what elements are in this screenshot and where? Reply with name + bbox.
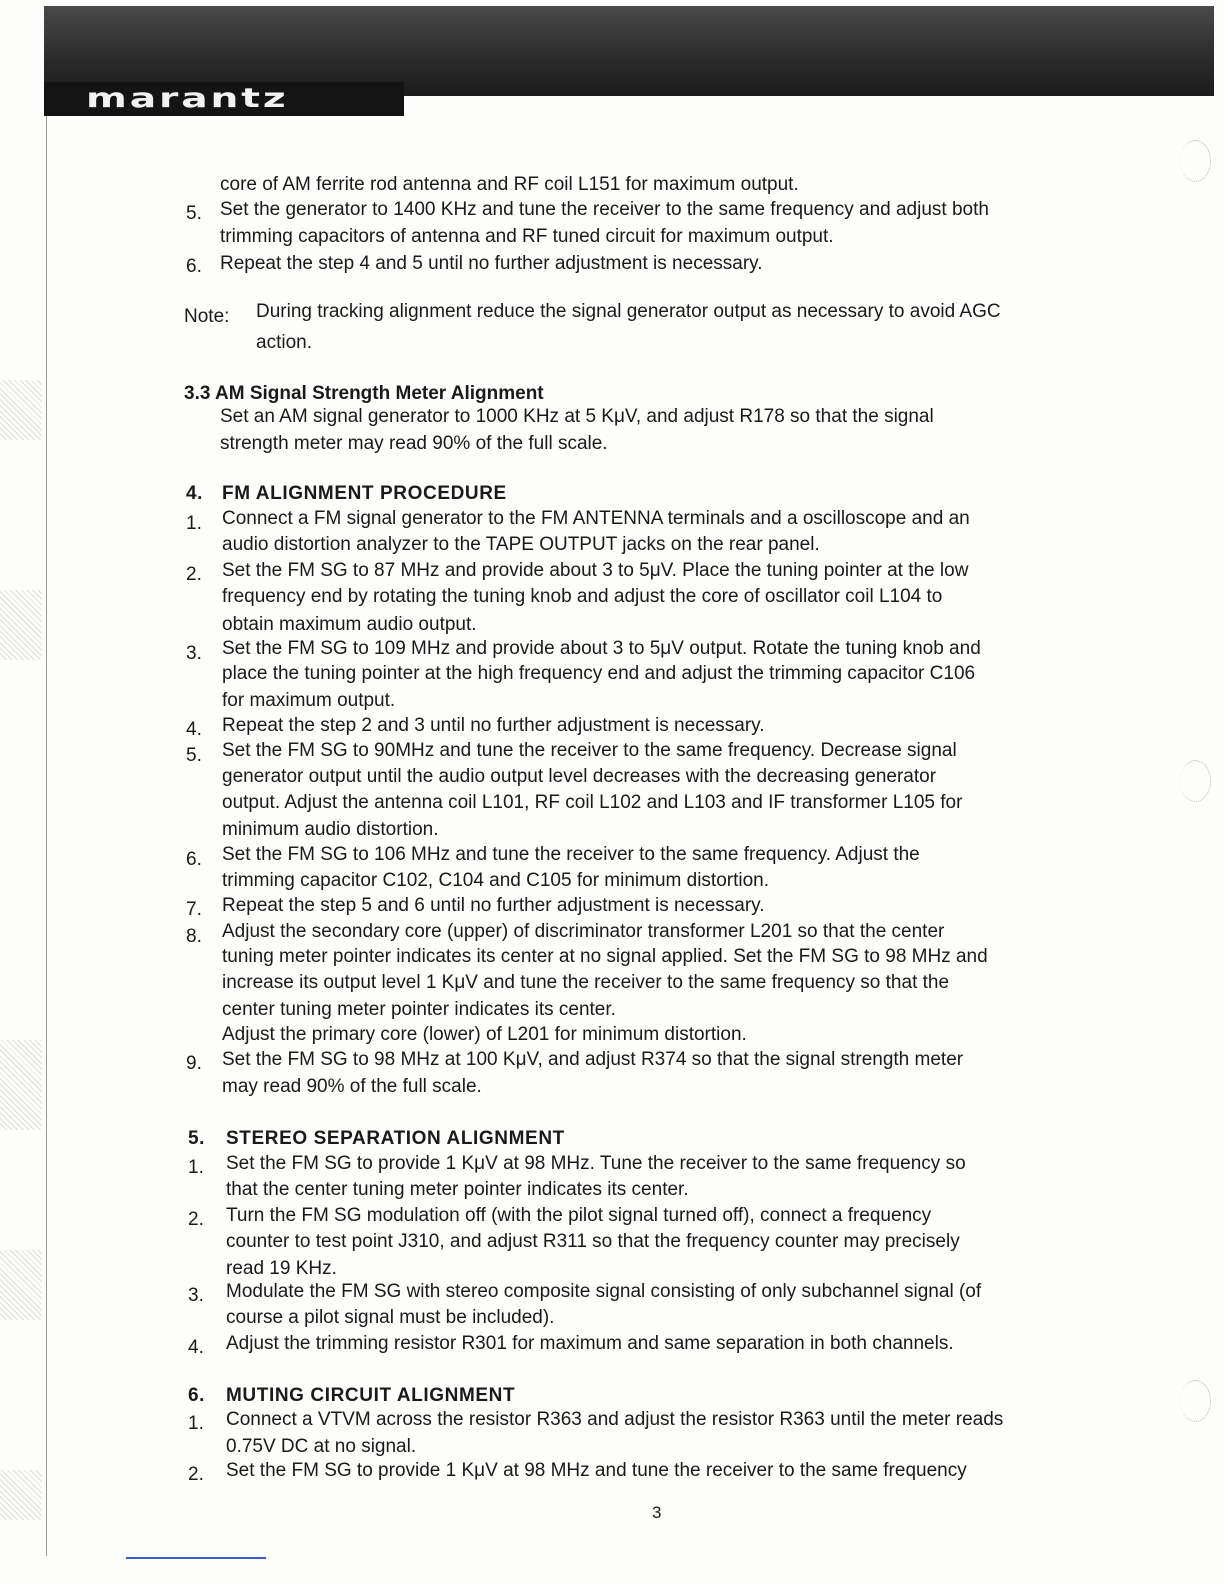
section-number: 6.: [188, 1385, 206, 1406]
list-item-line: Repeat the step 2 and 3 until no further adjustment is necessary.: [222, 715, 765, 736]
list-number: 4.: [186, 719, 202, 740]
list-item-line: Adjust the secondary core (upper) of discriminator transformer L201 so that the center: [222, 921, 945, 942]
list-item-line: Repeat the step 5 and 6 until no further adjustment is necessary.: [222, 895, 765, 916]
list-item-line: Set the generator to 1400 KHz and tune the receiver to the same frequency and adjust both: [220, 199, 989, 220]
list-item-line: Connect a FM signal generator to the FM ANTENNA terminals and a oscilloscope and an: [222, 508, 970, 529]
page-number: 3: [652, 1503, 662, 1522]
list-item-line: audio distortion analyzer to the TAPE OUTPUT jacks on the rear panel.: [222, 534, 820, 555]
list-item-line: Set the FM SG to 90MHz and tune the receiver to the same frequency. Decrease signal: [222, 740, 957, 761]
note-line: action.: [256, 332, 312, 353]
list-item-line: minimum audio distortion.: [222, 819, 439, 840]
paragraph-line: Set an AM signal generator to 1000 KHz at 5 KμV, and adjust R178 so that the signal: [220, 406, 934, 427]
list-item-line: Turn the FM SG modulation off (with the pilot signal turned off), connect a frequency: [226, 1205, 932, 1226]
section-title: MUTING CIRCUIT ALIGNMENT: [226, 1385, 516, 1406]
list-item-line: Set the FM SG to 98 MHz at 100 KμV, and adjust R374 so that the signal strength meter: [222, 1049, 964, 1070]
list-item-line: Adjust the trimming resistor R301 for maximum and same separation in both channels.: [226, 1333, 954, 1354]
list-item-line: Connect a VTVM across the resistor R363 and adjust the resistor R363 until the meter reads: [226, 1409, 1004, 1430]
list-item-line: Modulate the FM SG with stereo composite signal consisting of only subchannel signal (of: [226, 1281, 982, 1302]
list-item-line: Set the FM SG to 109 MHz and provide about 3 to 5μV output. Rotate the tuning knob and: [222, 638, 981, 659]
list-number: 4.: [188, 1337, 204, 1358]
section-number: 4.: [186, 483, 204, 504]
list-number: 2.: [186, 564, 202, 585]
section-title: FM ALIGNMENT PROCEDURE: [222, 483, 507, 504]
paragraph-line: core of AM ferrite rod antenna and RF coil L151 for maximum output.: [220, 174, 799, 195]
list-item-line: Set the FM SG to 106 MHz and tune the receiver to the same frequency. Adjust the: [222, 844, 920, 865]
list-number: 3.: [186, 643, 202, 664]
list-number: 6.: [186, 849, 202, 870]
list-item-line: for maximum output.: [222, 690, 396, 711]
paragraph-line: strength meter may read 90% of the full scale.: [220, 433, 608, 454]
list-item-line: Adjust the primary core (lower) of L201 for minimum distortion.: [222, 1024, 747, 1045]
list-item-line: obtain maximum audio output.: [222, 614, 477, 635]
list-item-line: course a pilot signal must be included).: [226, 1307, 555, 1328]
list-item-line: output. Adjust the antenna coil L101, RF coil L102 and L103 and IF transformer L105 for: [222, 792, 963, 813]
list-item-line: that the center tuning meter pointer indicates its center.: [226, 1179, 689, 1200]
list-item-line: place the tuning pointer at the high frequency end and adjust the trimming capacitor C106: [222, 663, 976, 684]
list-item-line: trimming capacitors of antenna and RF tuned circuit for maximum output.: [220, 226, 834, 247]
list-item-line: trimming capacitor C102, C104 and C105 for minimum distortion.: [222, 870, 770, 891]
list-number: 2.: [188, 1209, 204, 1230]
list-item-line: tuning meter pointer indicates its center at no signal applied. Set the FM SG to 98 MHz and: [222, 946, 988, 967]
list-number: 1.: [188, 1413, 204, 1434]
section-title: STEREO SEPARATION ALIGNMENT: [226, 1128, 565, 1149]
list-item-line: frequency end by rotating the tuning knob and adjust the core of oscillator coil L104 to: [222, 586, 943, 607]
list-item-line: Set the FM SG to provide 1 KμV at 98 MHz and tune the receiver to the same frequency: [226, 1460, 967, 1481]
list-number: 5.: [186, 745, 202, 766]
note-label: Note:: [184, 306, 230, 327]
list-number: 3.: [188, 1285, 204, 1306]
section-number: 5.: [188, 1128, 206, 1149]
list-item-line: counter to test point J310, and adjust R311 so that the frequency counter may precisely: [226, 1231, 960, 1252]
list-item-line: 0.75V DC at no signal.: [226, 1436, 417, 1457]
list-number: 5.: [186, 203, 202, 224]
list-item-line: may read 90% of the full scale.: [222, 1076, 482, 1097]
list-number: 1.: [188, 1157, 204, 1178]
section-title: 3.3 AM Signal Strength Meter Alignment: [184, 383, 544, 404]
list-number: 8.: [186, 926, 202, 947]
list-item-line: Set the FM SG to provide 1 KμV at 98 MHz. Tune the receiver to the same frequency so: [226, 1153, 966, 1174]
list-item-line: read 19 KHz.: [226, 1258, 337, 1279]
list-item-line: center tuning meter pointer indicates its center.: [222, 999, 616, 1020]
note-line: During tracking alignment reduce the signal generator output as necessary to avoid AGC: [256, 301, 1001, 322]
list-number: 1.: [186, 513, 202, 534]
list-item-line: Repeat the step 4 and 5 until no further adjustment is necessary.: [220, 253, 763, 274]
list-item-line: Set the FM SG to 87 MHz and provide about 3 to 5μV. Place the tuning pointer at the low: [222, 560, 969, 581]
list-number: 9.: [186, 1053, 202, 1074]
brand-logo-text: marantz: [86, 83, 289, 114]
list-number: 7.: [186, 899, 202, 920]
list-item-line: increase its output level 1 KμV and tune the receiver to the same frequency so that the: [222, 972, 950, 993]
list-number: 6.: [186, 256, 202, 277]
list-number: 2.: [188, 1464, 204, 1485]
list-item-line: generator output until the audio output level decreases with the decreasing generator: [222, 766, 937, 787]
